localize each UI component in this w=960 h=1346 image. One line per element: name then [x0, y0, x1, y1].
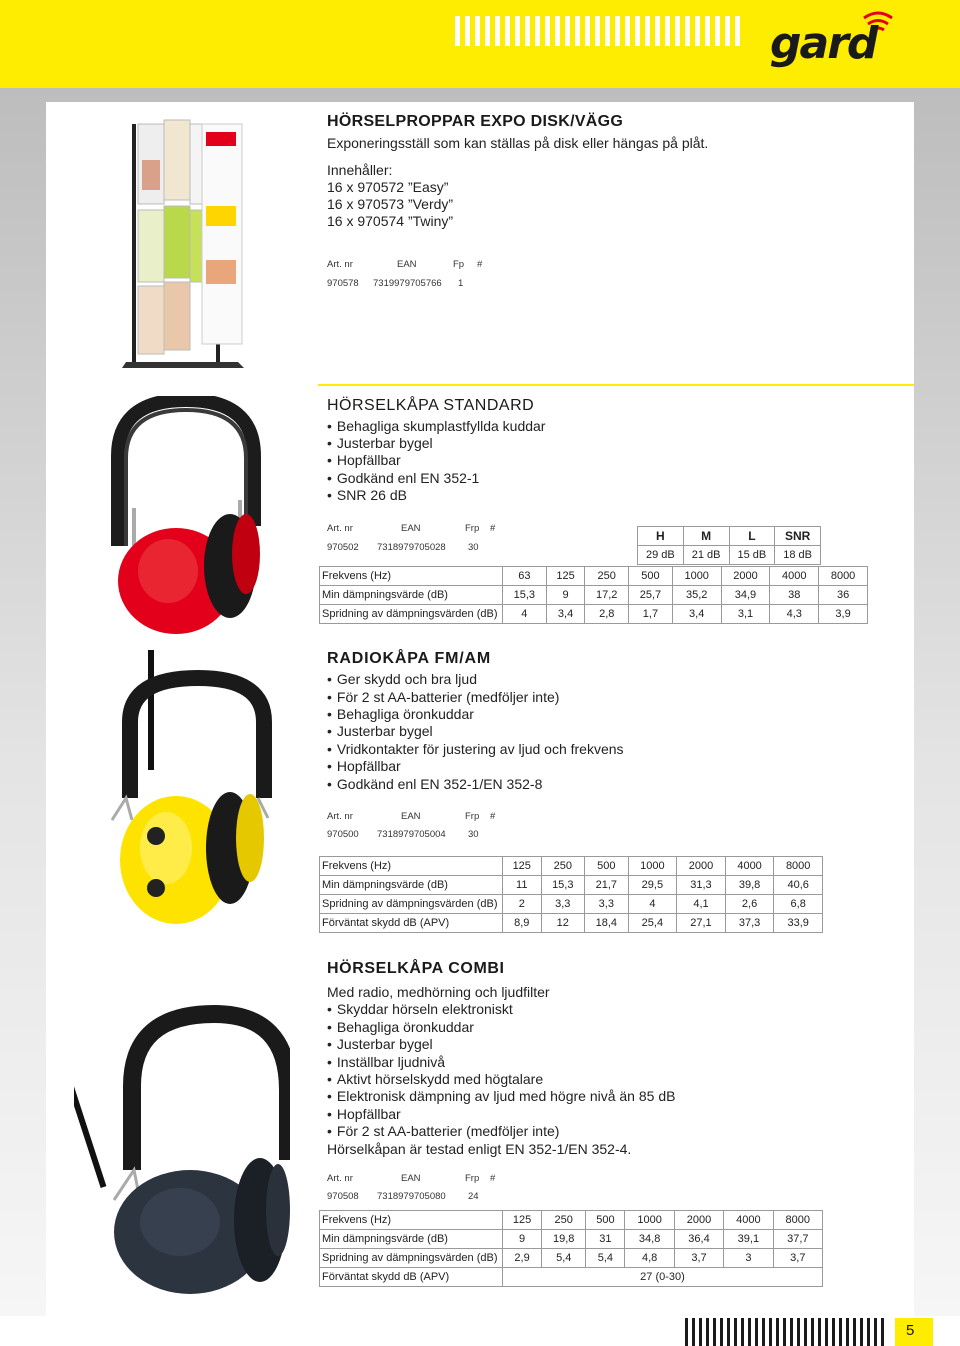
table-cell: 3: [724, 1249, 773, 1268]
table-row: [320, 876, 823, 895]
table-cell: 1,7: [629, 605, 673, 624]
art-nr-header: Art. nr: [327, 259, 353, 270]
product-4-bullet: • För 2 st AA-batterier (medföljer inte): [327, 1123, 559, 1140]
product-4-bullet: • Elektronisk dämpning av ljud med högre nivå än 85 dB: [327, 1088, 675, 1105]
table-row: [320, 586, 868, 605]
table-cell: 3,3: [585, 895, 629, 914]
row-label: Spridning av dämpningsvärden (dB): [320, 605, 503, 624]
table-row: [320, 1268, 823, 1287]
footer-stripes: [685, 1318, 885, 1346]
table-cell: 31: [586, 1230, 625, 1249]
product-2-bullet: • Hopfällbar: [327, 452, 401, 469]
row-label: Frekvens (Hz): [320, 567, 503, 586]
table-cell: 27,1: [677, 914, 726, 933]
fp-header: Fp: [453, 259, 465, 270]
table-cell: 2000: [677, 857, 726, 876]
table-cell: 34,9: [721, 586, 770, 605]
art-nr-header: Art. nr: [327, 811, 353, 822]
product-3-bullet: • Ger skydd och bra ljud: [327, 671, 477, 688]
product-4-bullet: • Inställbar ljudnivå: [327, 1054, 445, 1071]
frp-header: Frp: [465, 1173, 480, 1184]
table-cell: 39,1: [724, 1230, 773, 1249]
table-cell: 37,3: [725, 914, 774, 933]
product-1-content-item: 16 x 970573 ”Verdy”: [327, 196, 454, 212]
table-cell: 37,7: [773, 1230, 822, 1249]
gard-logo: [768, 4, 918, 68]
product-1-content-item: 16 x 970572 ”Easy”: [327, 179, 449, 195]
table-cell: 9: [503, 1230, 542, 1249]
product-2-bullet: • Justerbar bygel: [327, 435, 433, 452]
product-1-description: Exponeringsställ som kan ställas på disk eller hängas på plåt.: [327, 135, 709, 151]
ean-value: 7318979705004: [377, 829, 446, 840]
table-cell: 18,4: [585, 914, 629, 933]
table-row: [320, 1211, 823, 1230]
frp-value: 24: [468, 1191, 479, 1202]
table-cell: 5,4: [586, 1249, 625, 1268]
row-label: Min dämpningsvärde (dB): [320, 876, 503, 895]
table-cell: 3,9: [819, 605, 868, 624]
art-nr-value: 970508: [327, 1191, 359, 1202]
product-3-bullet: • För 2 st AA-batterier (medföljer inte): [327, 689, 559, 706]
row-label: Förväntat skydd dB (APV): [320, 914, 503, 933]
product-1-contents-heading: Innehåller:: [327, 162, 393, 178]
product-4-bullet: • Behagliga öronkuddar: [327, 1019, 474, 1036]
product-4-bullet: • Hopfällbar: [327, 1106, 401, 1123]
page-number: 5: [906, 1322, 915, 1339]
hml-snr-table: [637, 526, 821, 565]
fp-value: 1: [458, 278, 464, 289]
snr-header: SNR: [775, 527, 821, 546]
row-label: Min dämpningsvärde (dB): [320, 586, 503, 605]
table-cell: 1000: [625, 1211, 674, 1230]
table-cell: 2: [503, 895, 542, 914]
table-cell: 500: [629, 567, 673, 586]
product-4-bullet: • Justerbar bygel: [327, 1036, 433, 1053]
product-4-attenuation-table: [319, 1210, 823, 1287]
table-cell: 9: [546, 586, 585, 605]
table-cell: 15,3: [503, 586, 547, 605]
table-cell: 29,5: [628, 876, 677, 895]
table-cell: 3,4: [672, 605, 721, 624]
table-cell: 3,7: [773, 1249, 822, 1268]
table-cell: 38: [770, 586, 819, 605]
table-cell: 25,7: [629, 586, 673, 605]
product-4-bullet: • Aktivt hörselskydd med högtalare: [327, 1071, 543, 1088]
row-label: Förväntat skydd dB (APV): [320, 1268, 503, 1287]
table-cell: 3,1: [721, 605, 770, 624]
table-cell: 1000: [628, 857, 677, 876]
product-4-title: HÖRSELKÅPA COMBI: [327, 960, 505, 977]
frp-header: Frp: [465, 811, 480, 822]
hash-header: #: [490, 811, 496, 822]
product-3-bullet: • Behagliga öronkuddar: [327, 706, 474, 723]
ean-value: 7318979705028: [377, 542, 446, 553]
table-cell: 2000: [674, 1211, 723, 1230]
table-cell: 40,6: [774, 876, 823, 895]
table-cell: 4000: [770, 567, 819, 586]
table-cell: 4,3: [770, 605, 819, 624]
table-cell: 4000: [725, 857, 774, 876]
table-cell: 34,8: [625, 1230, 674, 1249]
table-cell: 17,2: [585, 586, 629, 605]
product-3-bullet: • Justerbar bygel: [327, 723, 433, 740]
table-cell: 2,8: [585, 605, 629, 624]
table-cell: 4: [628, 895, 677, 914]
product-1-title: HÖRSELPROPPAR EXPO DISK/VÄGG: [327, 113, 624, 130]
product-4-bullet: • Skyddar hörseln elektroniskt: [327, 1001, 513, 1018]
m-header: M: [683, 527, 729, 546]
table-cell: 8000: [774, 857, 823, 876]
snr-value: 18 dB: [775, 546, 821, 565]
product-2-bullet: • Godkänd enl EN 352-1: [327, 470, 479, 487]
table-cell: 3,3: [541, 895, 585, 914]
product-4-intro: Med radio, medhörning och ljudfilter: [327, 984, 550, 1000]
table-row: [320, 1230, 823, 1249]
h-header: H: [638, 527, 684, 546]
frp-value: 30: [468, 542, 479, 553]
svg-text:gard: gard: [770, 18, 877, 68]
table-row: [320, 857, 823, 876]
yellow-radio-earmuff-image: [104, 648, 276, 930]
table-cell: 25,4: [628, 914, 677, 933]
product-3-attenuation-table: [319, 856, 823, 933]
apv-value-cell: 27 (0-30): [503, 1268, 823, 1287]
table-row: [320, 1249, 823, 1268]
row-label: Frekvens (Hz): [320, 1211, 503, 1230]
frp-header: Frp: [465, 523, 480, 534]
table-cell: 36: [819, 586, 868, 605]
product-4-outro: Hörselkåpan är testad enligt EN 352-1/EN 352-4.: [327, 1141, 632, 1157]
table-cell: 125: [503, 857, 542, 876]
ean-value: 7318979705080: [377, 1191, 446, 1202]
row-label: Spridning av dämpningsvärden (dB): [320, 1249, 503, 1268]
product-2-title: HÖRSELKÅPA STANDARD: [327, 397, 535, 414]
table-cell: 11: [503, 876, 542, 895]
table-row: [320, 895, 823, 914]
table-cell: 250: [585, 567, 629, 586]
art-nr-header: Art. nr: [327, 523, 353, 534]
ean-header: EAN: [397, 259, 417, 270]
row-label: Spridning av dämpningsvärden (dB): [320, 895, 503, 914]
product-2-bullet: • SNR 26 dB: [327, 487, 407, 504]
h-value: 29 dB: [638, 546, 684, 565]
earplug-display-rack-image: [120, 110, 250, 370]
product-3-bullet: • Hopfällbar: [327, 758, 401, 775]
table-cell: 8000: [773, 1211, 822, 1230]
product-2-bullet: • Behagliga skumplastfyllda kuddar: [327, 418, 545, 435]
table-cell: 33,9: [774, 914, 823, 933]
table-cell: 35,2: [672, 586, 721, 605]
art-nr-value: 970578: [327, 278, 359, 289]
frp-value: 30: [468, 829, 479, 840]
table-cell: 12: [541, 914, 585, 933]
art-nr-header: Art. nr: [327, 1173, 353, 1184]
table-cell: 36,4: [674, 1230, 723, 1249]
table-cell: 2000: [721, 567, 770, 586]
table-cell: 39,8: [725, 876, 774, 895]
table-cell: 19,8: [542, 1230, 586, 1249]
hash-header: #: [490, 1173, 496, 1184]
red-earmuff-image: [98, 396, 266, 636]
table-cell: 500: [586, 1211, 625, 1230]
table-cell: 500: [585, 857, 629, 876]
table-cell: 31,3: [677, 876, 726, 895]
table-cell: 63: [503, 567, 547, 586]
table-cell: 250: [541, 857, 585, 876]
table-cell: 8,9: [503, 914, 542, 933]
row-label: Frekvens (Hz): [320, 857, 503, 876]
ean-header: EAN: [401, 811, 421, 822]
table-cell: 15,3: [541, 876, 585, 895]
table-cell: 4: [503, 605, 547, 624]
table-row: [320, 914, 823, 933]
hash-header: #: [490, 523, 496, 534]
table-cell: 4,8: [625, 1249, 674, 1268]
ean-value: 7319979705766: [373, 278, 442, 289]
table-cell: 21,7: [585, 876, 629, 895]
table-cell: 6,8: [774, 895, 823, 914]
hash-header: #: [477, 259, 483, 270]
product-1-content-item: 16 x 970574 ”Twiny”: [327, 213, 454, 229]
table-cell: 4000: [724, 1211, 773, 1230]
table-cell: 1000: [672, 567, 721, 586]
table-cell: 8000: [819, 567, 868, 586]
l-value: 15 dB: [729, 546, 775, 565]
table-cell: 2,6: [725, 895, 774, 914]
table-cell: 5,4: [542, 1249, 586, 1268]
ean-header: EAN: [401, 1173, 421, 1184]
combi-earmuff-image: [74, 1000, 290, 1300]
table-cell: 125: [503, 1211, 542, 1230]
art-nr-value: 970500: [327, 829, 359, 840]
table-cell: 3,4: [546, 605, 585, 624]
header-stripes: [455, 16, 745, 46]
table-cell: 4,1: [677, 895, 726, 914]
section-separator: [318, 384, 914, 386]
table-row: [320, 567, 868, 586]
table-cell: 125: [546, 567, 585, 586]
product-3-title: RADIOKÅPA FM/AM: [327, 650, 491, 667]
table-cell: 2,9: [503, 1249, 542, 1268]
product-2-attenuation-table: [319, 566, 868, 624]
m-value: 21 dB: [683, 546, 729, 565]
product-3-bullet: • Godkänd enl EN 352-1/EN 352-8: [327, 776, 542, 793]
table-row: [320, 605, 868, 624]
ean-header: EAN: [401, 523, 421, 534]
table-cell: 250: [542, 1211, 586, 1230]
row-label: Min dämpningsvärde (dB): [320, 1230, 503, 1249]
table-cell: 3,7: [674, 1249, 723, 1268]
art-nr-value: 970502: [327, 542, 359, 553]
product-3-bullet: • Vridkontakter för justering av ljud och frekvens: [327, 741, 624, 758]
l-header: L: [729, 527, 775, 546]
